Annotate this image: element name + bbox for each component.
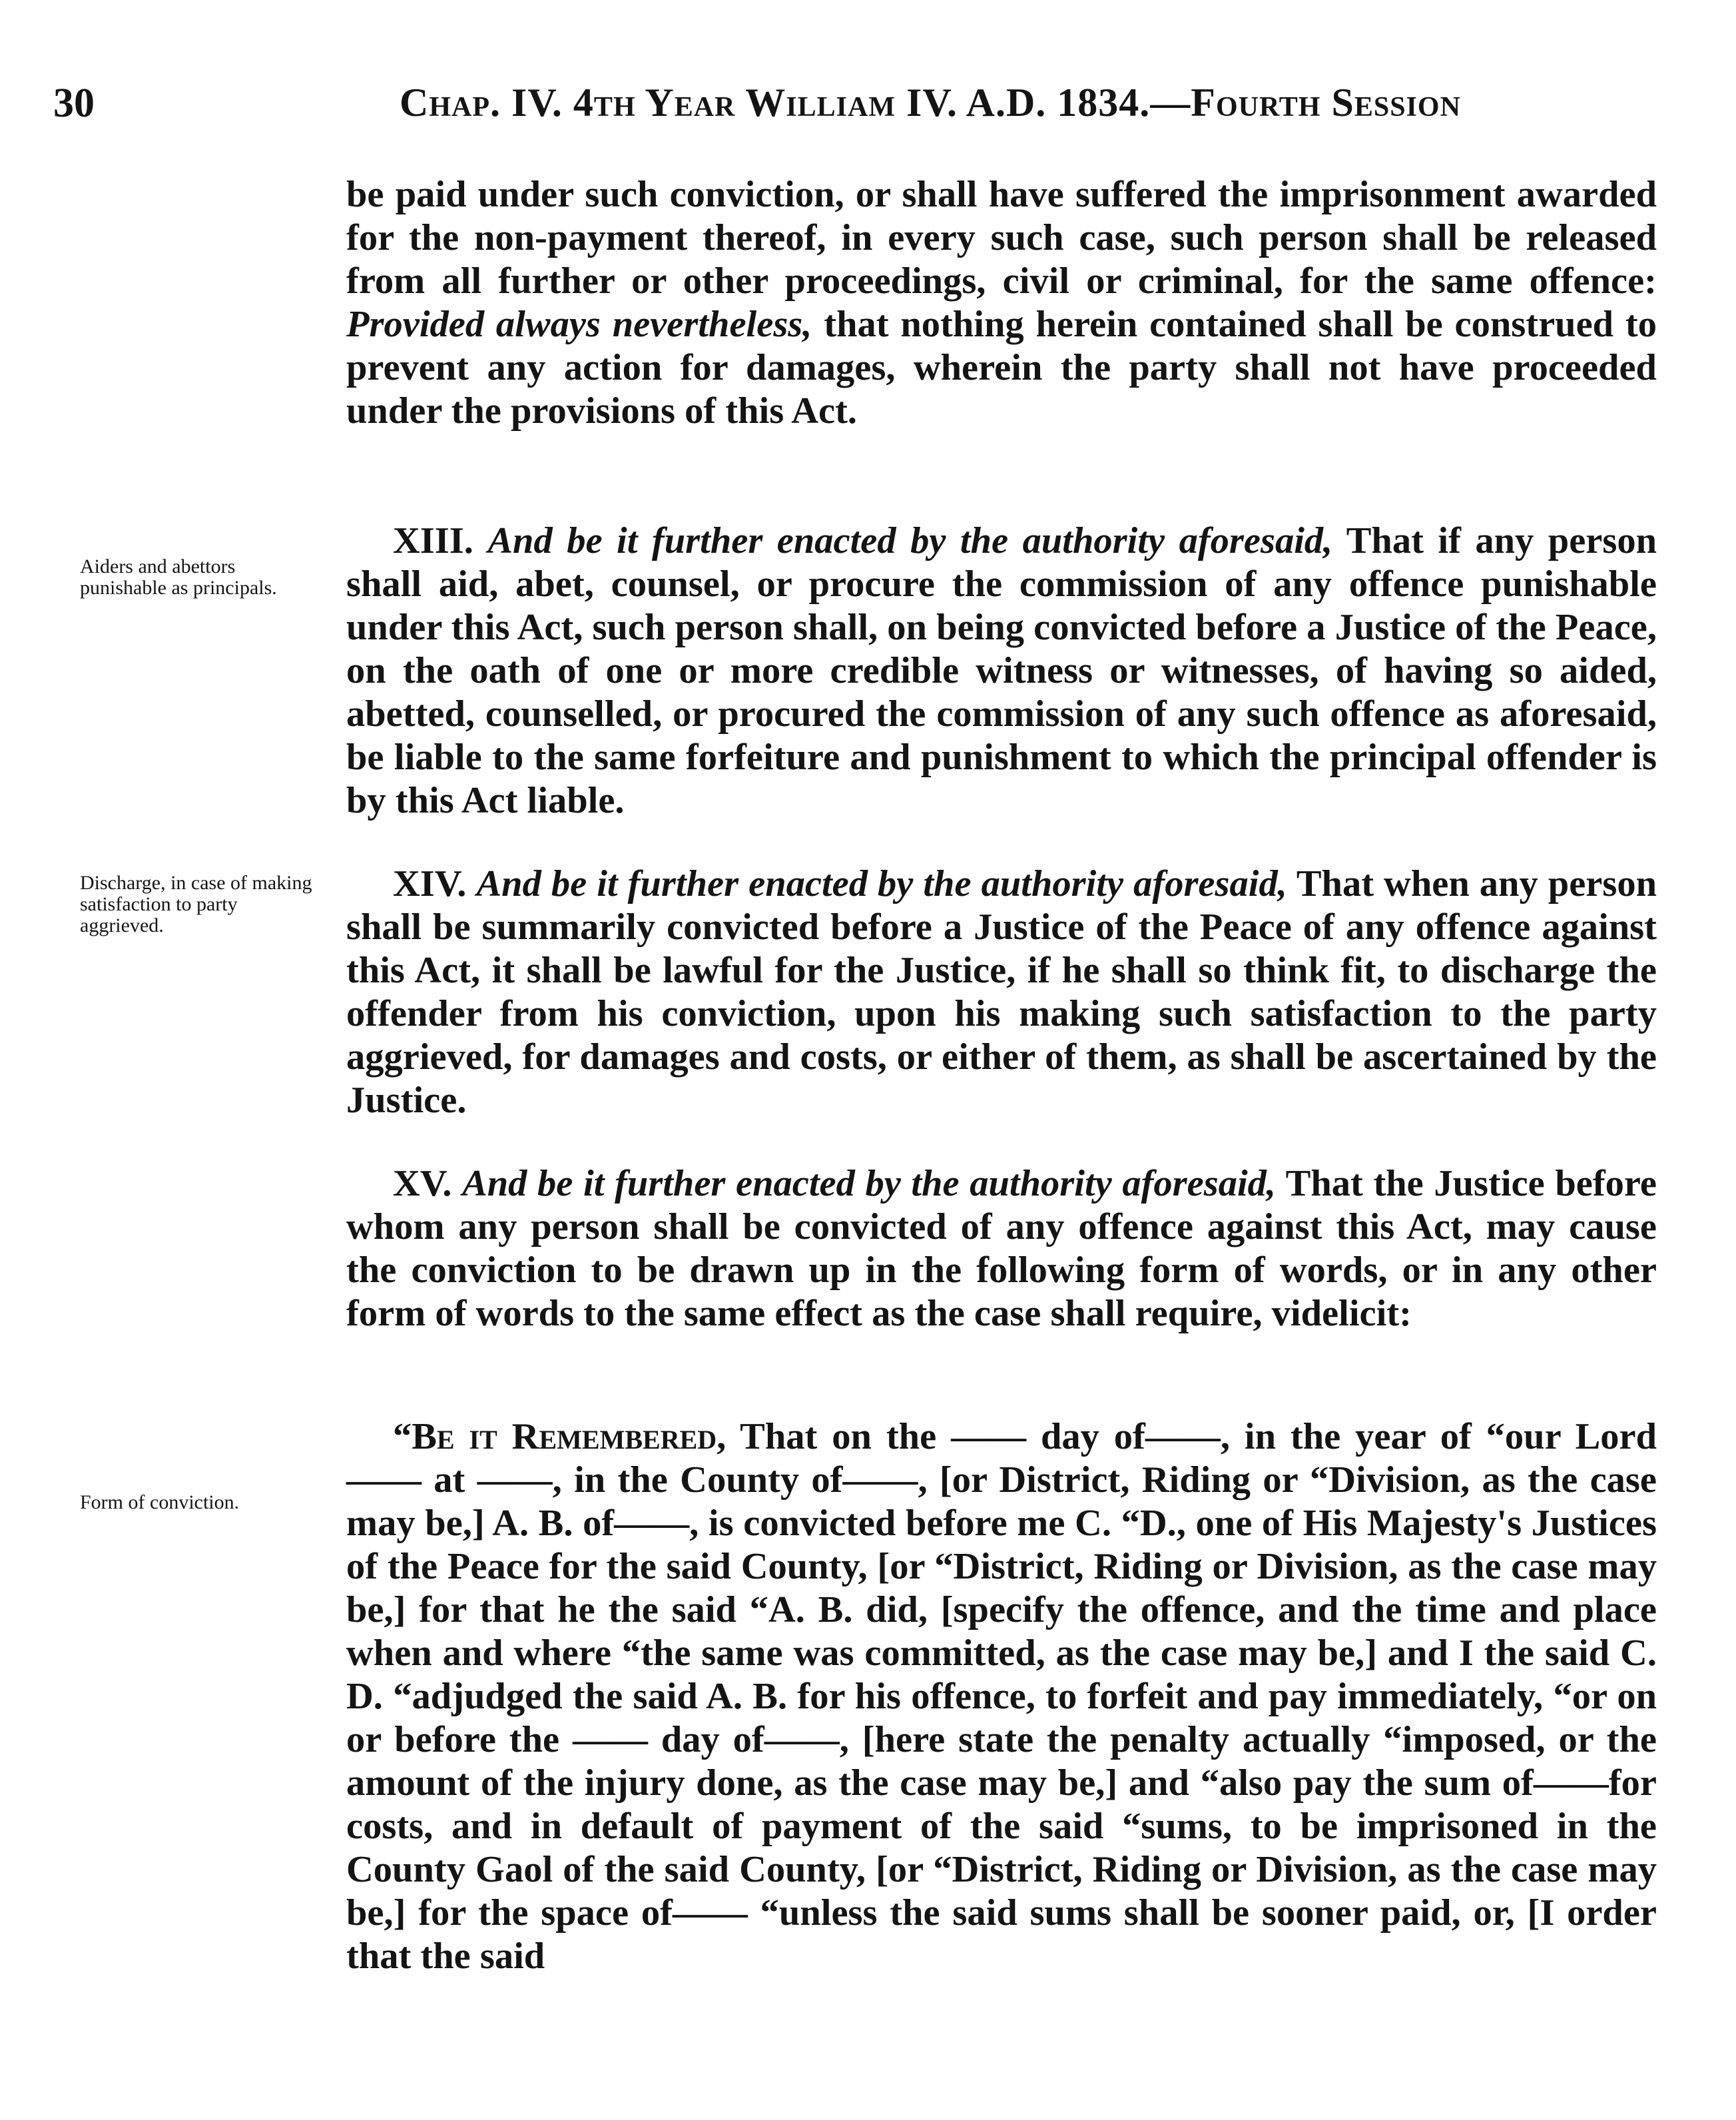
continuation-text-after: that nothing herein contained shall be construed to prevent any action for damages, wherein the party shall not have proceeded under the provisions of this Act. — [346, 304, 1657, 432]
form-of-conviction — [346, 1415, 1657, 1978]
continuation-text: be paid under such conviction, or shall have suffered the imprisonment awarded for the non-payment thereof, in every such case, such person shall be released from all further or other proceedings, civil or criminal, for the same offence: — [346, 174, 1657, 302]
enacting-clause: And be it further enacted by the authority aforesaid, — [487, 520, 1333, 561]
running-head: Chap. IV. 4th Year William IV. A.D. 1834.—Fourth Session — [400, 81, 1461, 125]
opening-quote: “ — [393, 1416, 412, 1457]
page-header — [53, 80, 1691, 140]
section-xiii — [346, 520, 1657, 823]
margin-note-discharge: Discharge, in case of making satisfaction to party aggrieved. — [80, 872, 312, 936]
section-xv — [346, 1162, 1657, 1335]
opening-words: Be it Remembered, — [412, 1416, 726, 1457]
section-number: XIV. — [393, 863, 467, 904]
margin-note-form: Form of conviction. — [80, 1491, 240, 1513]
section-number: XIII. — [393, 520, 473, 561]
margin-note-aiders: Aiders and abettors punishable as principals. — [80, 555, 277, 599]
section-body: That if any person shall aid, abet, counsel, or procure the commission of any offence punishable under this Act, such person shall, on being convicted before a Justice of the Peace, on the oath of one or more credible witness or witnesses, of having so aided, abetted, counselled, or procured the commission of any such offence as aforesaid, be liable to the same forfeiture and punishment to which the principal offender is by this Act liable. — [346, 520, 1657, 821]
form-text: That on the —— day of——, in the year of “our Lord —— at ——, in the County of——, [or District, Riding or “Division, as the case may be,] A. B. of——, is convicted before me C. “D., one of His Majesty's Justices of the Peace for the said County, [or “District, Riding or Division, as the case may be,] for that he the said “A. B. did, [specify the offence, and the time and place when and where “the same was committed, as the case may be,] and I the said C. D. “adjudged the said A. B. for his offence, to forfeit and pay immediately, “or on or before the —— day of——, [here state the penalty actually “imposed, or the amount of the injury done, as the case may be,] and “also pay the sum of——for costs, and in default of payment of the said “sums, to be imprisoned in the County Gaol of the said County, [or “District, Riding or Division, as the case may be,] for the space of—— “unless the said sums shall be sooner paid, or, [I order that the said — [346, 1416, 1657, 1977]
continuation-paragraph — [346, 173, 1657, 433]
proviso-phrase: Provided always nevertheless, — [346, 304, 812, 345]
enacting-clause: And be it further enacted by the authority aforesaid, — [462, 1163, 1277, 1204]
enacting-clause: And be it further enacted by the authority aforesaid, — [476, 863, 1287, 904]
section-number: XV. — [393, 1163, 452, 1204]
section-body: That when any person shall be summarily convicted before a Justice of the Peace of any offence against this Act, it shall be lawful for the Justice, if he shall so think fit, to discharge the offender from his conviction, upon his making such satisfaction to the party aggrieved, for damages and costs, or either of them, as shall be ascertained by the Justice. — [346, 863, 1657, 1121]
page-number: 30 — [53, 81, 95, 126]
section-body: That the Justice before whom any person shall be convicted of any offence against this Act, may cause the conviction to be drawn up in the following form of words, or in any other form of words to the same effect as the case shall require, videlicit: — [346, 1163, 1657, 1334]
section-xiv — [346, 863, 1657, 1122]
